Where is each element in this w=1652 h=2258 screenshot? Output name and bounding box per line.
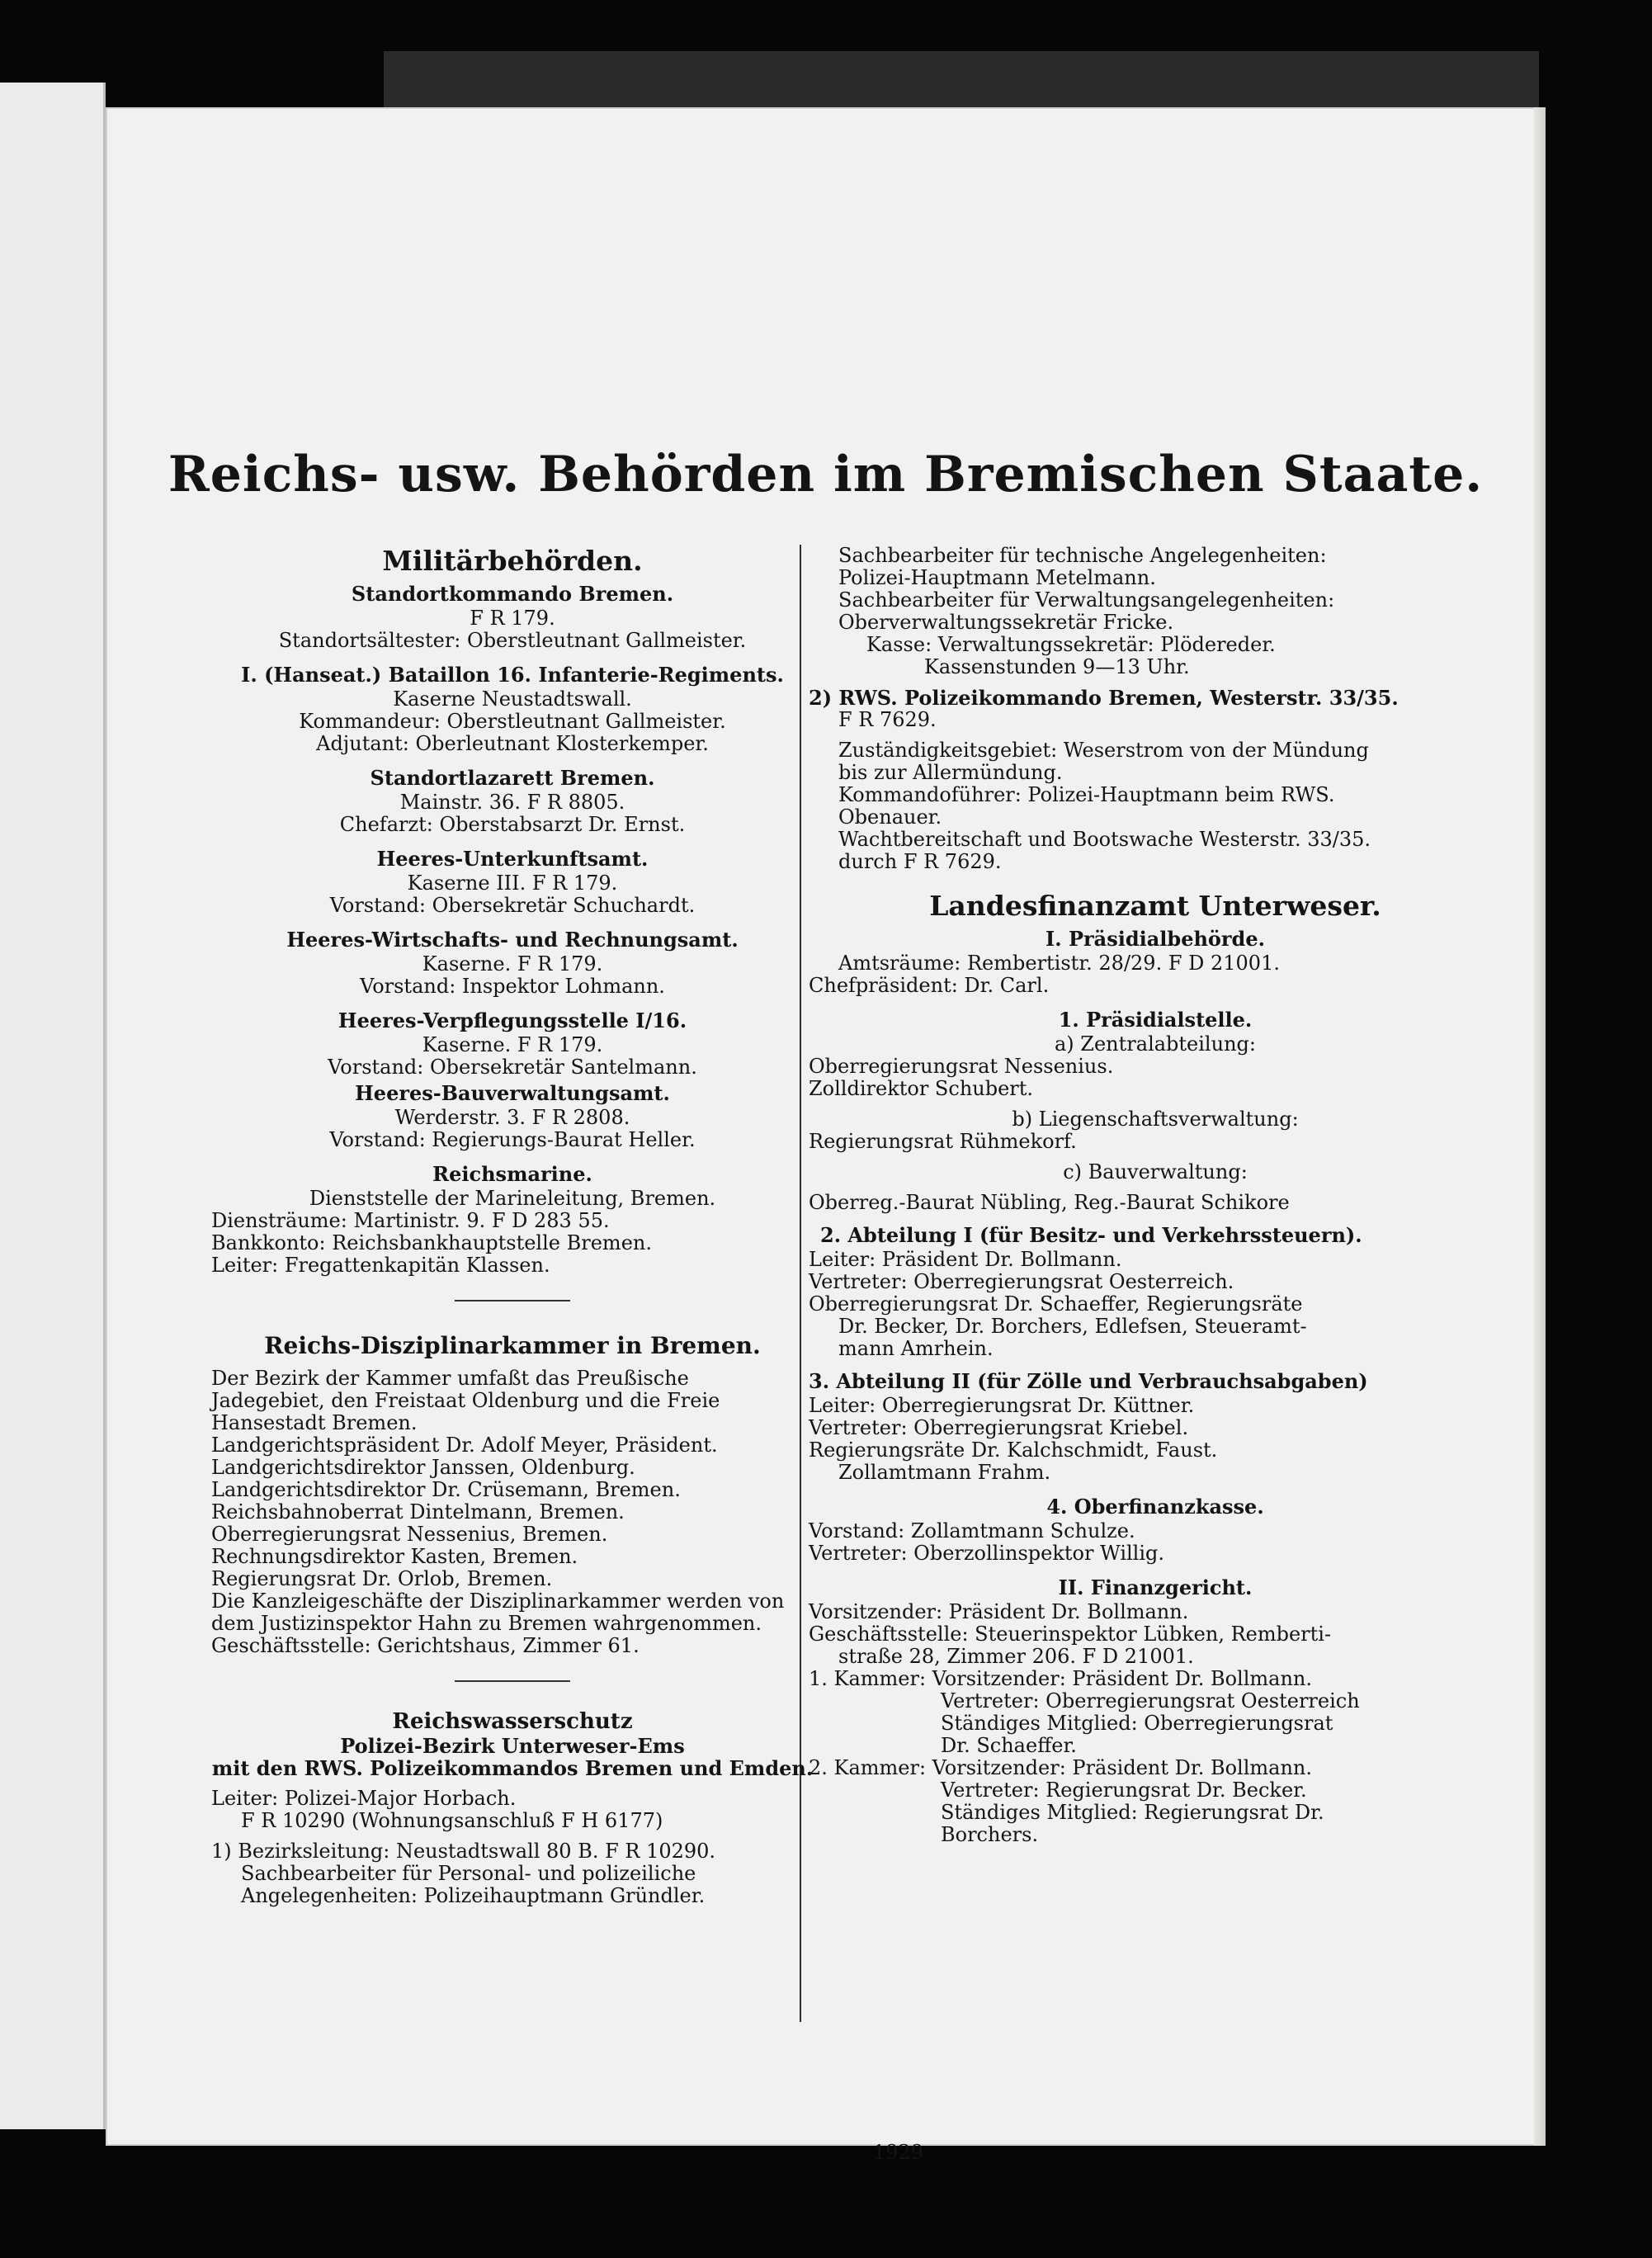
heading-lazarett: Standortlazarett Bremen. (370, 766, 655, 790)
text-line: Chefarzt: Oberstabsarzt Dr. Ernst. (339, 813, 686, 836)
heading-unterkunft: Heeres-Unterkunftsamt. (376, 847, 649, 871)
page-number: 1929 (873, 2141, 924, 2164)
list-item: Landgerichtsdirektor Dr. Crüsemann, Bremen. (211, 1478, 681, 1501)
text-line: dem Justizinspektor Hahn zu Bremen wahrgenommen. (211, 1612, 762, 1635)
subheading: mit den RWS. Polizeikommandos Bremen und Emden. (211, 1756, 814, 1780)
list-item: Regierungsrat Dr. Orlob, Bremen. (211, 1567, 553, 1590)
text-line: Vorstand: Obersekretär Santelmann. (328, 1056, 697, 1079)
text-line: bis zur Allermündung. (838, 761, 1063, 784)
subheading: Polizei-Bezirk Unterweser-Ems (340, 1734, 685, 1758)
section-heading-disziplinar: Reichs-Disziplinarkammer in Bremen. (264, 1332, 761, 1359)
heading-bataillon: I. (Hanseat.) Bataillon 16. Infanterie-Regiments. (241, 663, 784, 687)
heading-oberfinanzkasse: 4. Oberfinanzkasse. (1046, 1495, 1264, 1519)
text-line: Kassenstunden 9—13 Uhr. (924, 655, 1190, 678)
heading-marine: Reichsmarine. (432, 1162, 592, 1186)
text-line: Kommandeur: Oberstleutnant Gallmeister. (299, 710, 726, 733)
list-item: Landgerichtspräsident Dr. Adolf Meyer, Präsident. (211, 1434, 718, 1457)
text-line: Leiter: Polizei-Major Horbach. (211, 1787, 517, 1810)
subheading: a) Zentralabteilung: (1055, 1032, 1256, 1056)
text-line: 1. Kammer: Vorsitzender: Präsident Dr. Bollmann. (809, 1667, 1313, 1690)
text-line: Angelegenheiten: Polizeihauptmann Gründler. (241, 1884, 706, 1907)
text-line: Mainstr. 36. F R 8805. (399, 791, 625, 814)
text-line: Adjutant: Oberleutnant Klosterkemper. (316, 732, 709, 755)
text-line: Regierungsrat Rühmekorf. (809, 1130, 1077, 1153)
text-line: Oberregierungsrat Nessenius. (809, 1055, 1114, 1078)
text-line: Oberregierungsrat Dr. Schaeffer, Regierungsräte (809, 1292, 1303, 1316)
right-column (809, 545, 1502, 1846)
text-line: Amtsräume: Rembertistr. 28/29. F D 21001. (838, 952, 1280, 975)
text-line: straße 28, Zimmer 206. F D 21001. (838, 1645, 1194, 1668)
text-line: 2. Kammer: Vorsitzender: Präsident Dr. Bollmann. (809, 1756, 1313, 1779)
text-line: Oberverwaltungssekretär Fricke. (838, 611, 1174, 634)
text-line: Oberreg.-Baurat Nübling, Reg.-Baurat Schikore (809, 1191, 1290, 1214)
text-line: Zuständigkeitsgebiet: Weserstrom von der Mündung (838, 739, 1369, 762)
heading-wirtschaft: Heeres-Wirtschafts- und Rechnungsamt. (286, 928, 739, 952)
text-line: Vorstand: Zollamtmann Schulze. (809, 1519, 1135, 1542)
list-item: Oberregierungsrat Nessenius, Bremen. (211, 1523, 608, 1546)
section-heading-finanz: Landesfinanzamt Unterweser. (929, 890, 1381, 922)
text-line: Vertreter: Oberzollinspektor Willig. (809, 1542, 1165, 1565)
facing-page-edge (0, 83, 106, 2129)
phone-line: F R 7629. (838, 708, 937, 731)
text-line: durch F R 7629. (838, 850, 1002, 873)
text-line: Zolldirektor Schubert. (809, 1077, 1034, 1100)
heading-standortkommando: Standortkommando Bremen. (351, 582, 674, 606)
list-item: Rechnungsdirektor Kasten, Bremen. (211, 1545, 578, 1568)
heading-praesidialstelle: 1. Präsidialstelle. (1058, 1008, 1253, 1032)
text-line: Geschäftsstelle: Gerichtshaus, Zimmer 61. (211, 1634, 640, 1657)
section-heading-militaer: Militärbehörden. (382, 545, 643, 577)
subheading: b) Liegenschaftsverwaltung: (1012, 1108, 1299, 1131)
text-line: Sachbearbeiter für technische Angelegenheiten: (838, 544, 1327, 567)
text-line: Vorstand: Inspektor Lohmann. (360, 975, 665, 998)
text-line: Zollamtmann Frahm. (838, 1461, 1051, 1484)
heading-verpflegung: Heeres-Verpflegungsstelle I/16. (337, 1009, 687, 1032)
text-line: Vertreter: Oberregierungsrat Oesterreich (941, 1689, 1360, 1712)
text-line: Sachbearbeiter für Personal- und polizeiliche (241, 1862, 696, 1885)
text-line: Vertreter: Oberregierungsrat Kriebel. (809, 1416, 1189, 1439)
text-line: Die Kanzleigeschäfte der Disziplinarkammer werden von (211, 1590, 785, 1613)
text-line: mann Amrhein. (838, 1337, 994, 1360)
phone-line: F R 179. (470, 607, 555, 630)
text-line: Kasse: Verwaltungssekretär: Plödereder. (866, 633, 1276, 656)
text-line: Diensträume: Martinistr. 9. F D 283 55. (211, 1209, 610, 1232)
left-column (211, 538, 814, 1907)
heading-abteilung-2: 3. Abteilung II (für Zölle und Verbrauchsabgaben) (809, 1369, 1368, 1393)
page-title: Reichs- usw. Behörden im Bremischen Staate. (168, 446, 1484, 503)
text-line: Dr. Becker, Dr. Borchers, Edlefsen, Steueramt- (838, 1315, 1307, 1338)
text-line: Hansestadt Bremen. (211, 1411, 418, 1434)
list-item: Landgerichtsdirektor Janssen, Oldenburg. (211, 1456, 635, 1479)
text-line: Kaserne III. F R 179. (407, 872, 618, 895)
text-line: Borchers. (941, 1823, 1039, 1846)
text-line: Werderstr. 3. F R 2808. (394, 1106, 630, 1129)
section-heading-wasserschutz: Reichswasserschutz (392, 1709, 633, 1734)
list-item: Reichsbahnoberrat Dintelmann, Bremen. (211, 1500, 625, 1523)
text-line: Chefpräsident: Dr. Carl. (809, 974, 1050, 997)
section-separator (455, 1300, 570, 1301)
text-line: Ständiges Mitglied: Regierungsrat Dr. (941, 1801, 1324, 1824)
heading-bau: Heeres-Bauverwaltungsamt. (355, 1081, 670, 1105)
heading-abteilung-1: 2. Abteilung I (für Besitz- und Verkehrssteuern). (820, 1223, 1362, 1247)
text-line: Wachtbereitschaft und Bootswache Westerstr. 33/35. (838, 828, 1371, 851)
text-line: Der Bezirk der Kammer umfaßt das Preußische (211, 1367, 689, 1390)
text-line: Leiter: Präsident Dr. Bollmann. (809, 1248, 1122, 1271)
text-line: Sachbearbeiter für Verwaltungsangelegenheiten: (838, 588, 1335, 612)
subheading: c) Bauverwaltung: (1063, 1160, 1248, 1183)
text-line: Kaserne. F R 179. (422, 952, 603, 975)
text-line: Polizei-Hauptmann Metelmann. (838, 566, 1156, 589)
text-line: Obenauer. (838, 805, 942, 829)
text-line: Kaserne Neustadtswall. (393, 687, 632, 711)
phone-line: F R 10290 (Wohnungsanschluß F H 6177) (241, 1809, 663, 1832)
text-line: Bankkonto: Reichsbankhauptstelle Bremen. (211, 1231, 652, 1254)
text-line: Regierungsräte Dr. Kalchschmidt, Faust. (809, 1438, 1218, 1462)
section-separator (455, 1680, 570, 1682)
text-line: Ständiges Mitglied: Oberregierungsrat (941, 1712, 1333, 1735)
text-line: Vertreter: Regierungsrat Dr. Becker. (941, 1779, 1307, 1802)
text-line: Leiter: Fregattenkapitän Klassen. (211, 1254, 550, 1277)
document-page (106, 107, 1546, 2164)
text-line: Kaserne. F R 179. (422, 1033, 603, 1056)
heading-praesidial: I. Präsidialbehörde. (1045, 927, 1265, 951)
subheading: 2) RWS. Polizeikommando Bremen, Westerstr. 33/35. (809, 686, 1399, 710)
text-line: 1) Bezirksleitung: Neustadtswall 80 B. F R 10290. (211, 1840, 716, 1863)
text-line: Dienststelle der Marineleitung, Bremen. (309, 1187, 716, 1210)
heading-finanzgericht: II. Finanzgericht. (1058, 1575, 1253, 1599)
text-line: Dr. Schaeffer. (941, 1734, 1077, 1757)
text-line: Vorstand: Obersekretär Schuchardt. (329, 894, 696, 917)
text-line: Jadegebiet, den Freistaat Oldenburg und die Freie (211, 1389, 720, 1412)
text-line: Vertreter: Oberregierungsrat Oesterreich. (809, 1270, 1234, 1293)
text-line: Vorsitzender: Präsident Dr. Bollmann. (809, 1600, 1189, 1623)
text-line: Standortsältester: Oberstleutnant Gallmeister. (278, 629, 747, 652)
text-line: Leiter: Oberregierungsrat Dr. Küttner. (809, 1394, 1195, 1417)
text-line: Vorstand: Regierungs-Baurat Heller. (329, 1128, 696, 1151)
text-line: Kommandoführer: Polizei-Hauptmann beim RWS. (838, 783, 1335, 806)
text-line: Geschäftsstelle: Steuerinspektor Lübken, Remberti- (809, 1623, 1332, 1646)
